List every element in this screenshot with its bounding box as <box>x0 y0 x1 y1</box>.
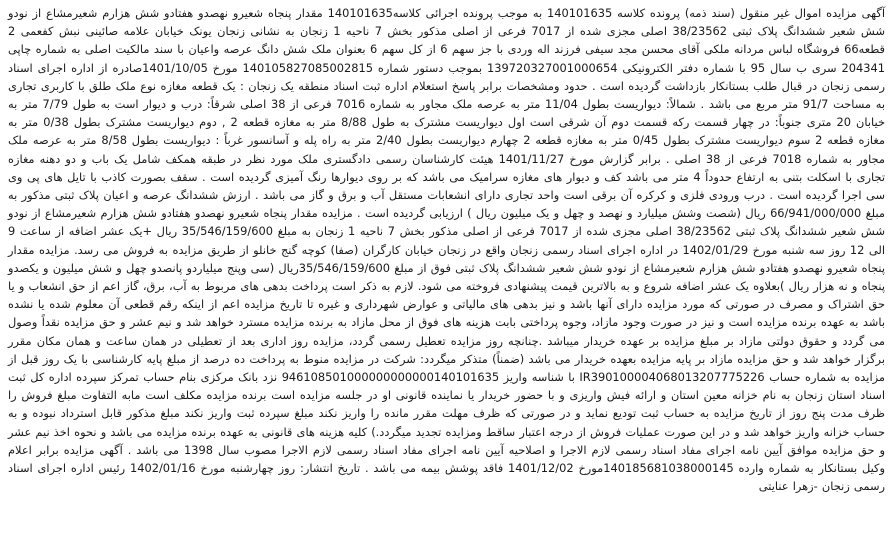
auction-notice-text: آگهی مزایده اموال غیر منقول (سند ذمه) پرونده کلاسه 140101635 به موجب پرونده اجرائی کلاسه140101635 مقدار پنجاه شعیرو نهصدو هفتادو شش هزارم شعیرمشاع از نودو شش شعیر ششدانگ پلاک ثبتی 38/23562 اصلی مجزی شده از 7017 فرعی از اصلی مذکور بخش 7 ناحیه 1 زنجان به نشانی زنجان یونک خیابان علامه صائینی نبش کفعمی 2 قطعه66 فروشگاه لباس مردانه ملکی آقای محسن مجد سیفی فرزند اله وردی با جز سهم 6 از کل سهم 6 بعنوان ملک شش دانگ عرصه واعیان با سند مالکیت اصلی به شماره چاپی 204341 سری ب سال 95 با شماره دفتر الکترونیکی 139720327001000654 بموجب دستور شماره 140105827085002815 مورخ 1401/10/05صادره از اداره اجرای اسناد رسمی زنجان در قبال طلب بستانکار بازداشت گردیده است . حدود ومشخصات برابر پاسخ استعلام اداره ثبت اسناد منطقه یک زنجان : یک قطعه مغازه نوع ملک طلق با کاربری تجاری به مساحت 91/7 متر مربع می باشد . شمالاً: دیواریست بطول 11/04 متر به عرصه ملک مجاور به شماره 7016 فرعی از 38 اصلی شرقاً: درب و دیوار است به طول 7/79 متر به خیابان 20 متری جنوباً: در چهار قسمت ركه قسمت دوم آن شرقی است اول دیواریست مشترک به طول 8/88 متر به مغازه قطعه 2 , دوم دیواریست مشترک بطول 0/38 متر به مغازه قطعه 2 سوم دیواریست مشترک بطول 0/45 متر به مغازه قطعه 2 چهارم دیواریست بطول 2/40 متر به راه پله و آسانسور غرباً : دیواریست بطول 8/58 متر به عرصه ملک مجاور به شماره 7018 فرعی از 38 اصلی . برابر گزارش مورخ 1401/11/27 هیئت کارشناسان رسمی دادگستری ملک مورد نظر در طبقه همکف شامل یک باب و دو دهنه مغازه تجاری با اسکلت بتنی به ارتفاع حدوداً 4 متر می باشد کف و دیوار های مغازه سرامیک می باشد که بر روی دیوارها رنگ آمیزی گردیده است . سقف بصورت کاذب با تایل های پی وی سی اجرا گردیده است . درب ورودی فلزی و کرکره آن برقی است واحد تجاری دارای انشعابات مستقل آب و برق و گاز می باشد . ارزش ششدانگ عرصه و اعیان پلاک ثبتی مذکور به مبلغ 66/941/000/000 ریال (شصت وشش میلیارد و نهصد و چهل و یک میلیون ریال ) ارزیابی گردیده است . مزایده مقدار پنجاه شعیرو نهصدو هفتادو شش هزارم شعیرمشاع از نودو شش شعیر ششدانگ پلاک ثبتی 38/23562 اصلی مجزی شده از 7017 فرعی از اصلی مذکور بخش 7 ناحیه 1 زنجان به مبلغ 35/546/159/600 ریال +یک عشر اضافه از ساعت 9 الی 12 روز سه شنبه مورخ 1402/01/29 در اداره اجرای اسناد رسمی زنجان واقع در زنجان خیابان کارگران (صفا) کوچه گنج خانلو از طریق مزایده به فروش می رسد. مزایده مقدار پنجاه شعیرو نهصدو هفتادو شش هزارم شعیرمشاع از نودو شش شعیر ششدانگ پلاک ثبتی فوق از مبلغ 35/546/159/600ریال (سی وپنج میلیاردو پانصدو چهل و شش میلیون و یکصدو پنجاه و نه هزار ریال )بعلاوه یک عشر اضافه شروع و به بالاترین قیمت پیشنهادی فروخته می شود. لازم به ذکر است پرداخت بدهی های مربوط به آب، برق، گاز اعم از حق انشعاب و یا حق اشتراک و مصرف در صورتی که مورد مزایده دارای آنها باشد و نیز بدهی های مالیاتی و عوارض شهرداری و غیره تا تاریخ مزایده اعم از اینکه رقم قطعی آن معلوم شده یا نشده باشد به عهده برنده مزایده است و نیز در صورت وجود مازاد، وجوه پرداختی بابت هزینه های فوق از محل مازاد به برنده مزایده مسترد خواهد شد و نیم عشر و حق مزایده نقداً وصول می گردد و حقوق دولتی مازاد بر مبلغ مزایده بر عهده خریدار میباشد .چنانچه روز مزایده تعطیل رسمی گردد، مزایده روز اداری بعد از تعطیلی در همان ساعت و همان مکان مقرر برگزار خواهد شد و حق مزایده مازاد بر پایه مزایده بعهده خریدار می باشد (ضمناً) متذکر میگردد: شرکت در مزایده منوط به پرداخت ده درصد از مبلغ پایه کارشناسی با یک روز قبل از مزایده به شماره حساب IR390100004068013207775226 با شناسه واریز 946108501000000000000140101635 نزد بانک مرکزی بنام حساب تمرکز سپرده اداره کل ثبت اسناد استان زنجان به نام خزانه معین استان و ارائه فیش واریزی و با حضور خریدار یا نماینده قانونی او در جلسه مزایده است برنده مزایده مکلف است مابه التفاوت مبلغ فروش را ظرف مدت پنج روز از تاریخ مزایده به حساب ثبت تودیع نماید و در صورتی که ظرف مهلت مقرر مانده را واریز نکند مبلغ سپرده ثبت واریز نکند مبلغ مذکور قابل استرداد نبوده و به حساب خزانه واریز خواهد شد و در این صورت عملیات فروش از درجه اعتبار ساقط ومزایده تجدید میگردد.) کلیه هزینه های قانونی به عهده برنده مزایده می باشد و نحوه اخذ نیم عشر و حق مزایده موافق آیین نامه اجرای مفاد اسناد رسمی لازم الاجرا و اصلاحیه آیین نامه اجرای مفاد اسناد رسمی لازم الاجرا مصوب سال 1398 می باشد . آگهی مزایده برابر اعلام وکیل بستانکار به شماره وارده 140185681038000145مورخ 1401/12/02 فاقد پوشش بیمه می باشد . تاریخ انتشار: روز چهارشنبه مورخ 1402/01/16 رئیس اداره اجرای اسناد رسمی زنجان -زهرا عنایتی <box>8 6 886 494</box>
